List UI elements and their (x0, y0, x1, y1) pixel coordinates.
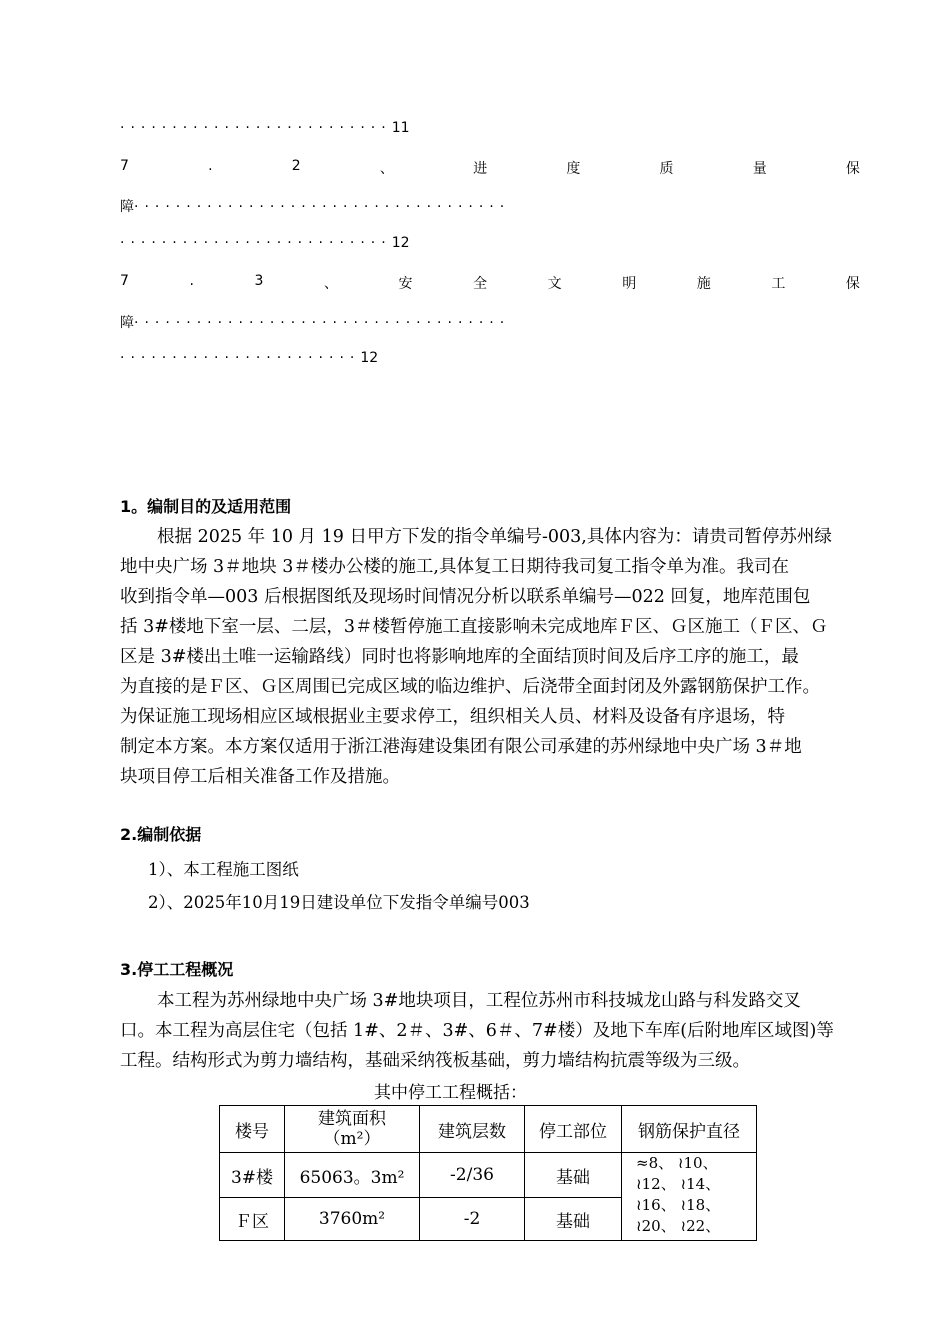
toc-leader-dots: ·························· (120, 120, 392, 136)
toc-entry-7-2-cont[interactable] (120, 196, 860, 216)
header-floors: 建筑层数 (420, 1106, 525, 1153)
header-stop-location: 停工部位 (525, 1106, 622, 1153)
toc-page-number: 12 (360, 350, 379, 366)
table-row (220, 1153, 757, 1198)
header-building: 楼号 (220, 1106, 285, 1153)
cell-building: 3#楼 (220, 1153, 285, 1198)
toc-entry-char: 明 (622, 276, 637, 292)
table-caption: 其中停工工程概括： (374, 1083, 527, 1103)
toc-entry-continuation[interactable] (120, 120, 860, 136)
section-2-heading: 2.编制依据 (120, 825, 202, 844)
toc-page-number: 12 (391, 235, 410, 251)
toc-page-number: 11 (391, 120, 410, 136)
rebar-line: ≀20、 ≀22、 (636, 1217, 721, 1235)
toc-entry-char: 3 (254, 273, 264, 289)
toc-leader-dots: ···································· (134, 315, 511, 331)
toc-entry-char: 进 (473, 161, 488, 177)
toc-entry-7-2-page[interactable] (120, 235, 860, 251)
toc-entry-char: 度 (566, 161, 581, 177)
toc-entry-7-3[interactable] (120, 273, 860, 293)
paragraph-line: 制定本方案。本方案仅适用于浙江港海建设集团有限公司承建的苏州绿地中央广场 3＃地 (120, 737, 802, 757)
toc-entry-char: 保 (845, 161, 860, 177)
toc-entry-char: . (189, 273, 194, 289)
paragraph-line: 根据 2025 年 10 月 19 日甲方下发的指令单编号-003,具体内容为：请贵司暂停苏州绿 (157, 527, 832, 547)
toc-entry-char: 7 (120, 273, 129, 289)
basis-item-1: 1）、本工程施工图纸 (148, 860, 299, 879)
rebar-line: ≀16、 ≀18、 (636, 1196, 721, 1214)
toc-entry-char: . (208, 158, 213, 174)
suspended-works-table (219, 1105, 757, 1241)
toc-entry-char: 、 (379, 161, 394, 177)
toc-entry-7-3-page[interactable] (120, 350, 860, 366)
paragraph-line: 本工程为苏州绿地中央广场 3#地块项目，工程位苏州市科技城龙山路与科发路交叉 (157, 991, 801, 1011)
paragraph-line: 口。本工程为高层住宅（包括 1#、2＃、3#、6＃、7#楼）及地下车库(后附地库区域图)等 (120, 1021, 834, 1041)
paragraph-line: 收到指令单—003 后根据图纸及现场时间情况分析以联系单编号—022 回复，地库范围包 (120, 587, 811, 607)
toc-leader-dots: ···································· (134, 199, 511, 215)
rebar-line: ≈8、 ≀10、 (636, 1154, 718, 1172)
basis-item-2: 2）、2025年10月19日建设单位下发指令单编号003 (148, 893, 530, 912)
toc-entry-char: 量 (752, 161, 767, 177)
cell-stop-location: 基础 (525, 1198, 622, 1241)
table-header-row (220, 1106, 757, 1153)
toc-entry-text: 障 (120, 199, 134, 215)
toc-entry-char: 、 (323, 276, 338, 292)
paragraph-line: 地中央广场 3＃地块 3＃楼办公楼的施工,具体复工日期待我司复工指令单为准。我司在 (120, 557, 789, 577)
toc-entry-char: 安 (398, 276, 413, 292)
paragraph-line: 括 3#楼地下室一层、二层，3＃楼暂停施工直接影响未完成地库Ｆ区、Ｇ区施工（Ｆ区、Ｇ (120, 617, 828, 637)
section-1-heading: 1。编制目的及适用范围 (120, 497, 292, 516)
toc-entry-char: 施 (696, 276, 711, 292)
toc-entry-text: 障 (120, 315, 134, 331)
toc-entry-char: 保 (845, 276, 860, 292)
paragraph-line: 区是 3#楼出土唯一运输路线）同时也将影响地库的全面结顶时间及后序工序的施工，最 (120, 647, 799, 667)
toc-leader-dots: ·························· (120, 235, 392, 251)
paragraph-line: 为直接的是Ｆ区、Ｇ区周围已完成区域的临边维护、后浇带全面封闭及外露钢筋保护工作。 (120, 677, 820, 697)
rebar-line: ≀12、 ≀14、 (636, 1175, 721, 1193)
paragraph-line: 块项目停工后相关准备工作及措施。 (120, 767, 400, 787)
toc-entry-7-3-cont[interactable] (120, 312, 860, 332)
toc-entry-char: 全 (473, 276, 488, 292)
cell-floors: -2/36 (420, 1153, 525, 1198)
toc-leader-dots: ······················· (120, 350, 361, 366)
cell-stop-location: 基础 (525, 1153, 622, 1198)
section-1-body (120, 522, 895, 792)
toc-entry-7-2[interactable] (120, 158, 860, 178)
header-area: 建筑面积 （m²） (285, 1106, 420, 1153)
cell-area: 65063。3m² (285, 1153, 420, 1198)
paragraph-line: 工程。结构形式为剪力墙结构，基础采纳筏板基础，剪力墙结构抗震等级为三级。 (120, 1051, 750, 1071)
section-3-body (120, 986, 895, 1076)
cell-floors: -2 (420, 1198, 525, 1241)
cell-area: 3760m² (285, 1198, 420, 1241)
header-rebar-diameter: 钢筋保护直径 (622, 1106, 757, 1153)
toc-entry-char: 质 (659, 161, 674, 177)
toc-entry-char: 文 (547, 276, 562, 292)
toc-entry-char: 2 (291, 158, 301, 174)
toc-entry-char: 工 (771, 276, 786, 292)
paragraph-line: 为保证施工现场相应区域根据业主要求停工，组织相关人员、材料及设备有序退场，特 (120, 707, 785, 727)
toc-entry-char: 7 (120, 158, 129, 174)
cell-rebar-diameters (622, 1153, 757, 1241)
section-3-heading: 3.停工工程概况 (120, 960, 234, 979)
cell-building: Ｆ区 (220, 1198, 285, 1241)
